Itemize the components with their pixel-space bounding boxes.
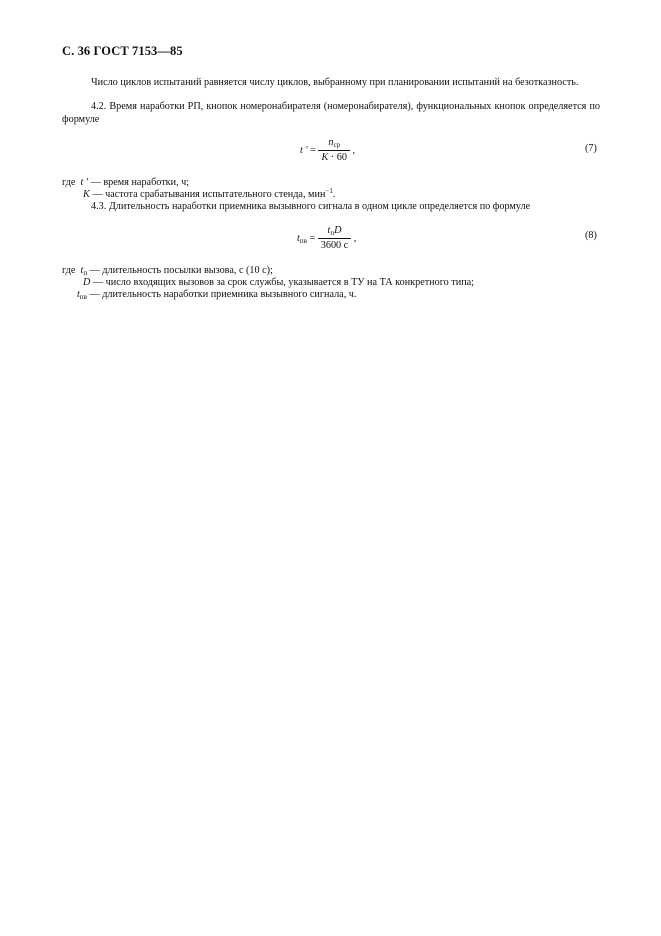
formula-7-denominator: K · 60	[321, 152, 347, 163]
formula-7-comma: ,	[352, 144, 356, 156]
formula-8-number: (8)	[585, 230, 597, 241]
formula-8-fraction	[318, 225, 351, 252]
formula-7-number: (7)	[585, 143, 597, 154]
formula-7	[300, 137, 355, 164]
paragraph-4-2: 4.2. Время наработки РП, кнопок номеронабирателя (номеронабирателя), функциональных кнопок определяется по формуле	[62, 101, 600, 125]
formula-8-equals: =	[309, 232, 316, 244]
formula-8-denominator: 3600 с	[320, 240, 349, 251]
paragraph-cycles: Число циклов испытаний равняется числу циклов, выбранному при планировании испытаний на безотказность.	[91, 77, 579, 88]
formula-8-lhs: t	[297, 232, 300, 244]
where-t-prime: где t ′ — время наработки, ч;	[62, 177, 190, 188]
formula-7-lhs: t ′	[300, 144, 308, 156]
formula-7-equals: =	[310, 144, 316, 156]
formula-8: $t_{пв}$ = $\frac{t_пD}{3600 с}$ ,	[297, 225, 357, 251]
formula-8-comma: ,	[353, 232, 357, 244]
where-d: D — число входящих вызовов за срок службы, указывается в ТУ на ТА конкретного типа;	[83, 277, 474, 288]
formula-7-fraction	[318, 137, 349, 164]
page-header: С. 36 ГОСТ 7153—85	[62, 44, 183, 58]
where-tp: где $t_п$ — длительность посылки вызова, с (10 с);	[62, 265, 273, 277]
formula-8-numerator: $t_пD$	[318, 225, 351, 239]
where-k: K — частота срабатывания испытательного стенда, мин$^{-1}$.	[83, 187, 336, 200]
formula-7-numerator: $n_{ср}$	[318, 137, 349, 151]
where-tpv: $t_{пв}$ — длительность наработки приемника вызывного сигнала, ч.	[77, 289, 357, 301]
paragraph-4-3: 4.3. Длительность наработки приемника вызывного сигнала в одном цикле определяется по формуле	[91, 201, 531, 212]
